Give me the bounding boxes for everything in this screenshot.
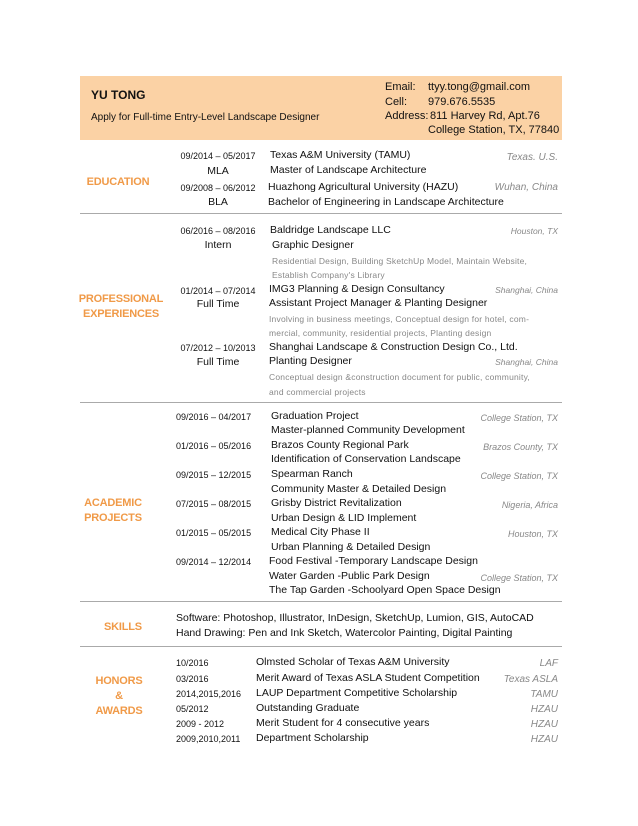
education-dates: 09/2008 – 06/2012 xyxy=(180,183,256,193)
project-subtitle: Urban Planning & Detailed Design xyxy=(271,541,431,553)
experience-type: Full Time xyxy=(196,356,240,368)
award-org: Texas ASLA xyxy=(503,674,558,685)
award-date: 05/2012 xyxy=(176,704,209,714)
education-location: Wuhan, China xyxy=(494,182,558,193)
project-subtitle: Urban Design & LID Implement xyxy=(271,512,417,524)
experience-location: Shanghai, China xyxy=(495,285,558,295)
award-title: Merit Award of Texas ASLA Student Competition xyxy=(256,672,480,684)
award-org: HZAU xyxy=(530,734,558,745)
skills-software: Software: Photoshop, Illustrator, InDesign, SketchUp, Lumion, GIS, AutoCAD xyxy=(176,612,534,624)
experience-type: Full Time xyxy=(196,298,240,310)
award-title: Olmsted Scholar of Texas A&M University xyxy=(256,656,450,668)
project-subtitle: Identification of Conservation Landscape xyxy=(271,453,461,465)
experience-location: Houston, TX xyxy=(510,226,558,236)
experience-role: Planting Designer xyxy=(269,355,352,367)
experience-company: Shanghai Landscape & Construction Design Co., Ltd. xyxy=(269,341,518,353)
award-org: TAMU xyxy=(530,689,558,700)
project-title: Graduation Project xyxy=(271,410,359,422)
experience-company: IMG3 Planning & Design Consultancy xyxy=(269,283,445,295)
experience-description: Involving in business meetings, Conceptual design for hotel, com- xyxy=(269,314,530,324)
award-date: 03/2016 xyxy=(176,674,209,684)
section-divider xyxy=(80,646,562,647)
email-value[interactable]: ttyy.tong@gmail.com xyxy=(428,81,531,93)
education-location: Texas. U.S. xyxy=(506,152,558,163)
address-label: Address: xyxy=(385,110,429,122)
project-title: Brazos County Regional Park xyxy=(271,439,409,451)
project-location: Brazos County, TX xyxy=(483,442,558,452)
project-title: Spearman Ranch xyxy=(271,468,353,480)
project-dates: 01/2016 – 05/2016 xyxy=(176,441,252,451)
experience-dates: 06/2016 – 08/2016 xyxy=(180,226,256,236)
experience-description: mercial, community, residential projects, Planting design xyxy=(269,328,492,338)
education-school: Texas A&M University (TAMU) xyxy=(270,149,411,161)
experience-dates: 07/2012 – 10/2013 xyxy=(180,343,256,353)
header-banner xyxy=(80,76,562,140)
education-dates: 09/2014 – 05/2017 xyxy=(180,151,256,161)
section-divider xyxy=(80,601,562,602)
address-line2: College Station, TX, 77840 xyxy=(428,124,560,136)
award-title: Department Scholarship xyxy=(256,732,369,744)
address-line1: 811 Harvey Rd, Apt.76 xyxy=(430,110,540,122)
project-title: Medical City Phase II xyxy=(271,526,370,538)
section-divider xyxy=(80,213,562,214)
experience-description: Residential Design, Building SketchUp Model, Maintain Website, xyxy=(272,256,528,266)
experience-dates: 01/2014 – 07/2014 xyxy=(180,286,256,296)
project-location: College Station, TX xyxy=(480,471,558,481)
project-location: Houston, TX xyxy=(507,529,558,539)
skills-hand-drawing: Hand Drawing: Pen and Ink Sketch, Watercolor Painting, Digital Painting xyxy=(176,627,513,639)
education-degree: BLA xyxy=(208,196,228,208)
project-title: Grisby District Revitalization xyxy=(271,497,402,509)
email-label: Email: xyxy=(385,81,416,93)
project-dates: 09/2014 – 12/2014 xyxy=(176,557,252,567)
education-program: Master of Landscape Architecture xyxy=(270,164,427,176)
project-title: Food Festival -Temporary Landscape Design xyxy=(269,555,478,567)
section-label-line: EXPERIENCES xyxy=(82,308,160,320)
section-label-line: HONORS xyxy=(95,675,143,687)
award-date: 2009 - 2012 xyxy=(176,719,225,729)
section-divider xyxy=(80,402,562,403)
award-date: 2009,2010,2011 xyxy=(176,734,241,744)
education-degree: MLA xyxy=(207,165,229,177)
section-label-line: PROFESSIONAL xyxy=(78,293,164,305)
award-title: Outstanding Graduate xyxy=(256,702,360,714)
section-label-line: PROJECTS xyxy=(84,512,142,524)
section-label-experience xyxy=(76,292,166,322)
job-objective: Apply for Full-time Entry-Level Landscape Designer xyxy=(91,112,320,123)
award-title: Merit Student for 4 consecutive years xyxy=(256,717,430,729)
experience-description: and commercial projects xyxy=(269,387,366,397)
project-dates: 09/2016 – 04/2017 xyxy=(176,412,252,422)
project-dates: 09/2015 – 12/2015 xyxy=(176,470,252,480)
applicant-name: YU TONG xyxy=(91,88,146,102)
section-label-line: & xyxy=(115,690,123,702)
project-dates: 07/2015 – 08/2015 xyxy=(176,499,252,509)
award-date: 2014,2015,2016 xyxy=(176,689,242,699)
project-dates: 01/2015 – 05/2015 xyxy=(176,528,252,538)
award-date: 10/2016 xyxy=(176,658,209,668)
education-program: Bachelor of Engineering in Landscape Architecture xyxy=(268,196,504,208)
section-label-education: EDUCATION xyxy=(86,176,150,188)
section-label-honors xyxy=(74,674,164,719)
experience-role: Graphic Designer xyxy=(272,239,354,251)
experience-company: Baldridge Landscape LLC xyxy=(270,224,391,236)
experience-description: Conceptual design &construction document for public, community, xyxy=(269,372,530,382)
award-org: HZAU xyxy=(530,719,558,730)
education-school: Huazhong Agricultural University (HAZU) xyxy=(268,181,459,193)
project-subtitle: Master-planned Community Development xyxy=(271,424,465,436)
experience-location: Shanghai, China xyxy=(495,357,558,367)
experience-type: Intern xyxy=(204,239,232,251)
project-subtitle: Community Master & Detailed Design xyxy=(271,483,447,495)
section-label-line: AWARDS xyxy=(95,705,143,717)
experience-description: Establish Company's Library xyxy=(272,270,385,280)
cell-value: 979.676.5535 xyxy=(428,96,496,108)
project-location: Nigeria, Africa xyxy=(501,500,558,510)
award-title: LAUP Department Competitive Scholarship xyxy=(256,687,458,699)
award-org: LAF xyxy=(539,658,558,669)
section-label-line: ACADEMIC xyxy=(84,497,142,509)
award-org: HZAU xyxy=(530,704,558,715)
project-subtitle: Water Garden -Public Park Design xyxy=(269,570,430,582)
experience-role: Assistant Project Manager & Planting Designer xyxy=(269,297,488,309)
project-location: College Station, TX xyxy=(480,573,558,583)
project-subtitle: The Tap Garden -Schoolyard Open Space Design xyxy=(269,584,501,596)
project-location: College Station, TX xyxy=(480,413,558,423)
cell-label: Cell: xyxy=(385,96,408,108)
section-label-skills: SKILLS xyxy=(104,621,142,633)
section-label-academic xyxy=(68,496,158,526)
